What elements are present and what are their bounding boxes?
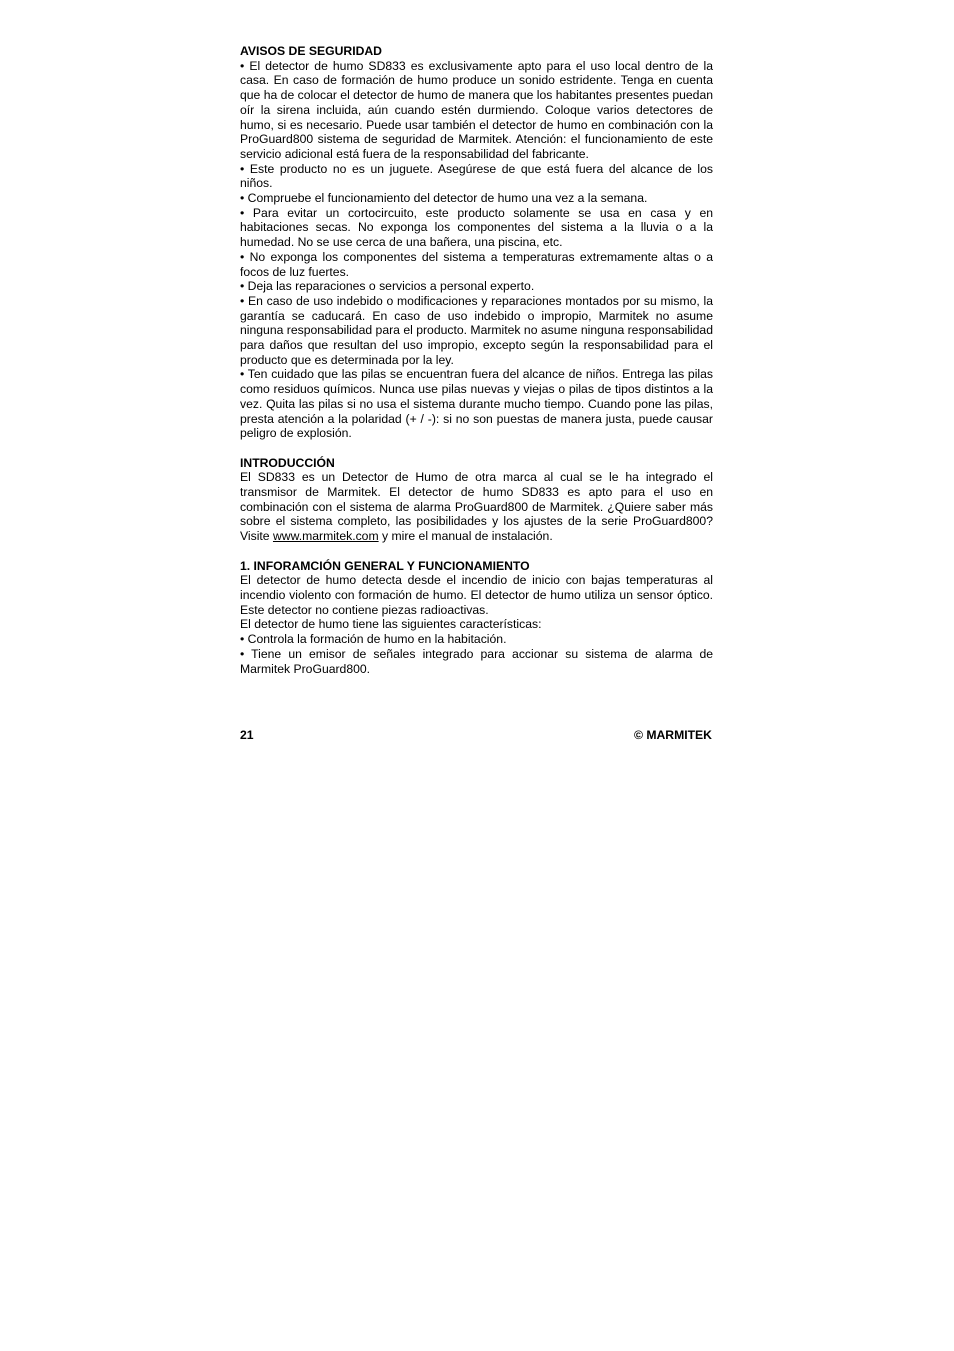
safety-item: • Este producto no es un juguete. Asegúrese de que está fuera del alcance de los niños. (240, 161, 713, 191)
section-spacer (240, 441, 713, 456)
general-paragraph: El detector de humo tiene las siguientes características: (240, 617, 542, 632)
feature-item: • Tiene un emisor de señales integrado para accionar su sistema de alarma de Marmitek ProGuard800. (240, 646, 713, 676)
safety-item: • Deja las reparaciones o servicios a personal experto. (240, 279, 535, 294)
page-number: 21 (240, 728, 254, 742)
intro-heading: INTRODUCCIÓN (240, 455, 335, 470)
page-footer (240, 728, 712, 742)
safety-item: • El detector de humo SD833 es exclusivamente apto para el uso local dentro de la casa. En caso de formación de humo produce un sonido estridente. Tenga en cuenta que ha de colocar el detector de humo de manera que los habitantes presentes puedan oír la sirena incluida, aún cuando estén durmiendo. Coloque varios detectores de humo, si es necesario. Puede usar también el detector de humo en combinación con la ProGuard800 sistema de seguridad de Marmitek. Atención: el funcionamiento de este servicio adicional está fuera de la responsabilidad del fabricante. (240, 58, 713, 161)
intro-text: El SD833 es un Detector de Humo de otra marca al cual se le ha integrado el transmisor de Marmitek. El detector de humo SD833 es apto para el uso en combinación con el sistema de alarma ProGuard800 de Marmitek. ¿Quiere saber más sobre el sistema completo, las posibilidades y los ajustes de la serie ProGuard800? Visite (240, 470, 713, 544)
intro-text-end: y mire el manual de instalación. (378, 529, 553, 544)
section-spacer (240, 544, 713, 559)
general-paragraph: El detector de humo detecta desde el incendio de inicio con bajas temperaturas al incendio violento con formación de humo. El detector de humo utiliza un sensor óptico. Este detector no contiene piezas radioactivas. (240, 573, 713, 617)
intro-paragraph (240, 470, 713, 544)
safety-item: • Para evitar un cortocircuito, este producto solamente se usa en casa y en habitaciones secas. No exponga los componentes del sistema a la lluvia o a la humedad. No se use cerca de una bañera, una piscina, etc. (240, 205, 713, 250)
safety-item: • Compruebe el funcionamiento del detector de humo una vez a la semana. (240, 191, 648, 206)
safety-item: • No exponga los componentes del sistema a temperaturas extremamente altas o a focos de luz fuertes. (240, 249, 713, 279)
marmitek-website-link[interactable]: www.marmitek.com (272, 529, 379, 544)
safety-item: • Ten cuidado que las pilas se encuentran fuera del alcance de niños. Entrega las pilas como residuos químicos. Nunca use pilas nuevas y viejas o pilas de tipos distintos a la vez. Quita las pilas si no usa el sistema durante mucho tiempo. Cuando pone las pilas, presta atención a la polaridad (+ / -): si no son puestas de manera justa, puede causar peligro de explosión. (240, 367, 713, 441)
feature-item: • Controla la formación de humo en la habitación. (240, 632, 507, 647)
copyright-notice: © MARMITEK (633, 728, 712, 742)
safety-item: • En caso de uso indebido o modificaciones y reparaciones montados por su mismo, la garantía se caducará. En caso de uso indebido o impropio, Marmitek no asume ninguna responsabilidad para el producto. Marmitek no asume ninguna responsabilidad para daños que resultan del uso impropio, excepto según la responsabilidad para el producto que es determinada por la ley. (240, 293, 713, 367)
document-page (240, 44, 713, 676)
general-heading: 1. INFORAMCIÓN GENERAL Y FUNCIONAMIENTO (240, 558, 530, 573)
safety-heading: AVISOS DE SEGURIDAD (240, 44, 382, 58)
